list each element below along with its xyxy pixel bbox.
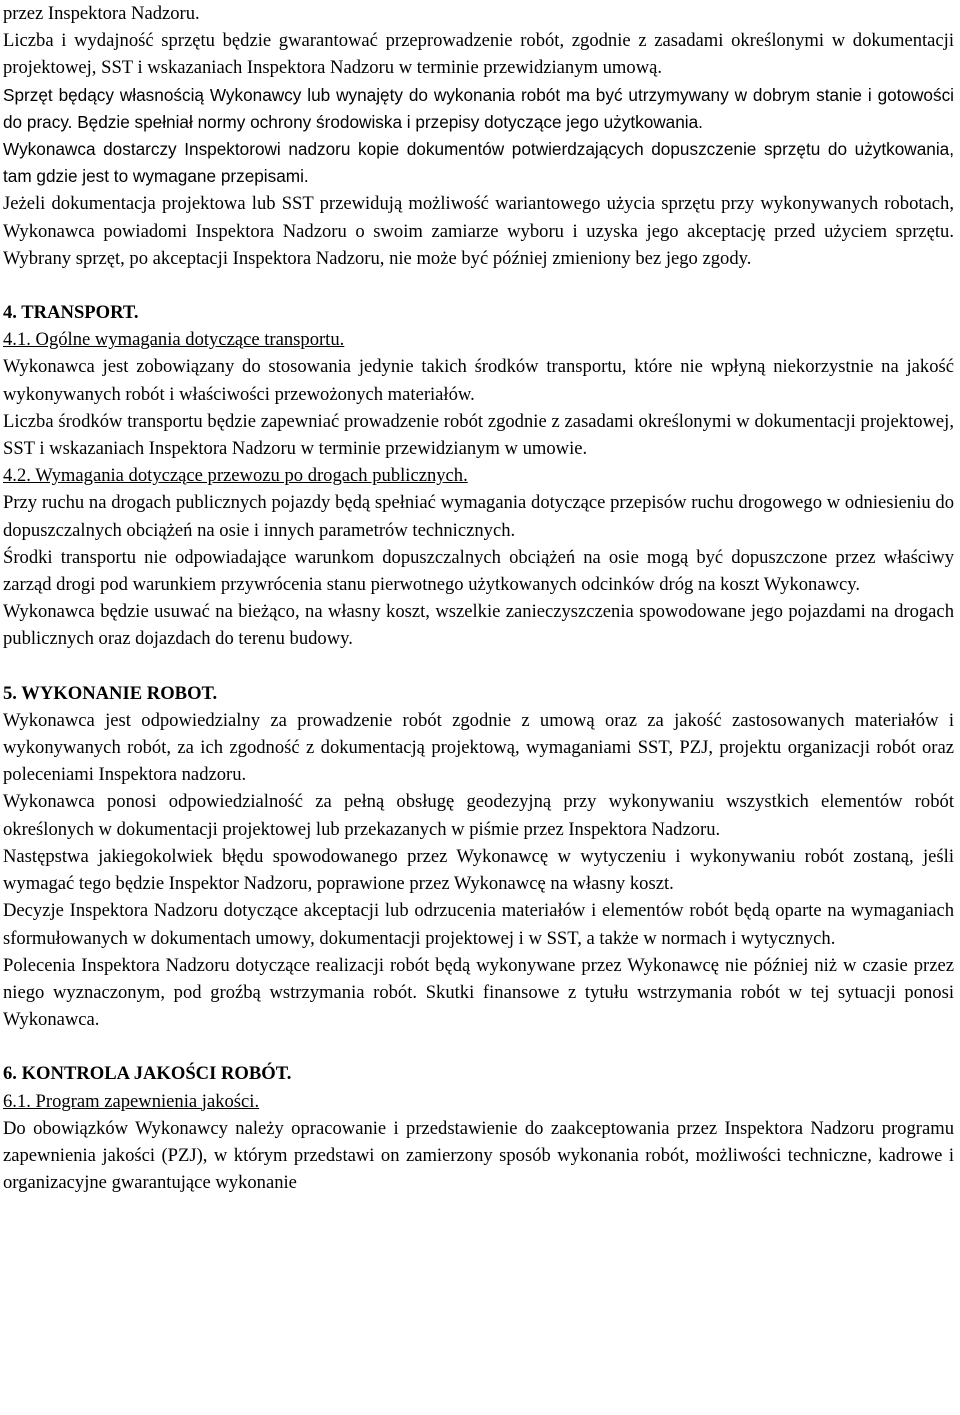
spacer (3, 1033, 954, 1060)
intro-line: przez Inspektora Nadzoru. (3, 3, 200, 24)
section-6-1-paragraph-1: Do obowiązków Wykonawcy należy opracowanie i przedstawienie do zaakceptowania przez Inspektora Nadzoru programu zapewnienia jakości (PZJ), w którym przedstawi on zamierzony sposób wykonania robót, możliwości techniczne, kadrowe i organizacyjne gwarantujące wykonanie (3, 1117, 954, 1194)
section-4-1-paragraph-1: Wykonawca jest zobowiązany do stosowania jedynie takich środków transportu, które nie wpłyną niekorzystnie na jakość wykonywanych robót i właściwości przewożonych materiałów. (3, 356, 954, 405)
section-6-1-heading: 6.1. Program zapewnienia jakości. (3, 1090, 260, 1112)
spacer (3, 653, 954, 680)
section-5-heading: 5. WYKONANIE ROBOT. (3, 682, 218, 704)
section-5-paragraph-4: Decyzje Inspektora Nadzoru dotyczące akceptacji lub odrzucenia materiałów i elementów robót będą oparte na wymaganiach sformułowanych w dokumentach umowy, dokumentacji projektowej i w SST, a także w normach i wytycznych. (3, 900, 954, 949)
intro-paragraph-2: Sprzęt będący własnością Wykonawcy lub wynajęty do wykonania robót ma być utrzymywany w dobrym stanie i gotowości do pracy. Będzie spełniał normy ochrony środowiska i przepisy dotyczące jego użytkowania. (3, 84, 954, 132)
section-5-paragraph-1: Wykonawca jest odpowiedzialny za prowadzenie robót zgodnie z umową oraz za jakość zastosowanych materiałów i wykonywanych robót, za ich zgodność z dokumentacją projektową, wymaganiami SST, PZJ, projektu organizacji robót oraz poleceniami Inspektora nadzoru. (3, 709, 954, 786)
section-4-2-heading: 4.2. Wymagania dotyczące przewozu po drogach publicznych. (3, 465, 468, 487)
section-4-2-paragraph-1: Przy ruchu na drogach publicznych pojazdy będą spełniać wymagania dotyczące przepisów ruchu drogowego w odniesieniu do dopuszczalnych obciążeń na osie i innych parametrów technicznych. (3, 492, 954, 541)
section-4-1-paragraph-2: Liczba środków transportu będzie zapewniać prowadzenie robót zgodnie z zasadami określonymi w dokumentacji projektowej, SST i wskazaniach Inspektora Nadzoru w terminie przewidzianym w umowie. (3, 410, 954, 460)
section-5-paragraph-5: Polecenia Inspektora Nadzoru dotyczące realizacji robót będą wykonywane przez Wykonawcę nie później niż w czasie przez niego wyznaczonym, pod groźbą wstrzymania robót. Skutki finansowe z tytułu wstrzymania robót w tej sytuacji ponosi Wykonawca. (3, 954, 954, 1031)
intro-paragraph-3: Wykonawca dostarczy Inspektorowi nadzoru kopie dokumentów potwierdzających dopuszczenie sprzętu do użytkowania, tam gdzie jest to wymagane przepisami. (3, 139, 954, 187)
intro-paragraph-1: Liczba i wydajność sprzętu będzie gwarantować przeprowadzenie robót, zgodnie z zasadami określonymi w dokumentacji projektowej, SST i wskazaniach Inspektora Nadzoru w terminie przewidzianym umową. (3, 30, 954, 79)
intro-paragraph-4: Jeżeli dokumentacja projektowa lub SST przewidują możliwość wariantowego użycia sprzętu przy wykonywanych robotach, Wykonawca powiadomi Inspektora Nadzoru o swoim zamiarze wyboru i uzyska jego akceptację przed użyciem sprzętu. Wybrany sprzęt, po akceptacji Inspektora Nadzoru, nie może być później zmieniony bez jego zgody. (3, 193, 954, 269)
spacer (3, 272, 954, 299)
section-4-1-heading: 4.1. Ogólne wymagania dotyczące transportu. (3, 329, 345, 351)
section-4-2-paragraph-2: Środki transportu nie odpowiadające warunkom dopuszczalnych obciążeń na osie mogą być dopuszczone przez właściwy zarząd drogi pod warunkiem przywrócenia stanu pierwotnego użytkowanych odcinków dróg na koszt Wykonawcy. (3, 546, 954, 596)
section-4-heading: 4. TRANSPORT. (3, 302, 139, 324)
equipment-block (3, 82, 954, 191)
section-6-heading: 6. KONTROLA JAKOŚCI ROBÓT. (3, 1063, 292, 1085)
section-4-2-paragraph-3: Wykonawca będzie usuwać na bieżąco, na własny koszt, wszelkie zanieczyszczenia spowodowane jego pojazdami na drogach publicznych oraz dojazdach do terenu budowy. (3, 601, 954, 650)
section-5-paragraph-3: Następstwa jakiegokolwiek błędu spowodowanego przez Wykonawcę w wytyczeniu i wykonywaniu robót zostaną, jeśli wymagać tego będzie Inspektor Nadzoru, poprawione przez Wykonawcę na własny koszt. (3, 845, 954, 895)
section-5-paragraph-2: Wykonawca ponosi odpowiedzialność za pełną obsługę geodezyjną przy wykonywaniu wszystkich elementów robót określonych w dokumentacji projektowej lub przekazanych w piśmie przez Inspektora Nadzoru. (3, 791, 954, 840)
